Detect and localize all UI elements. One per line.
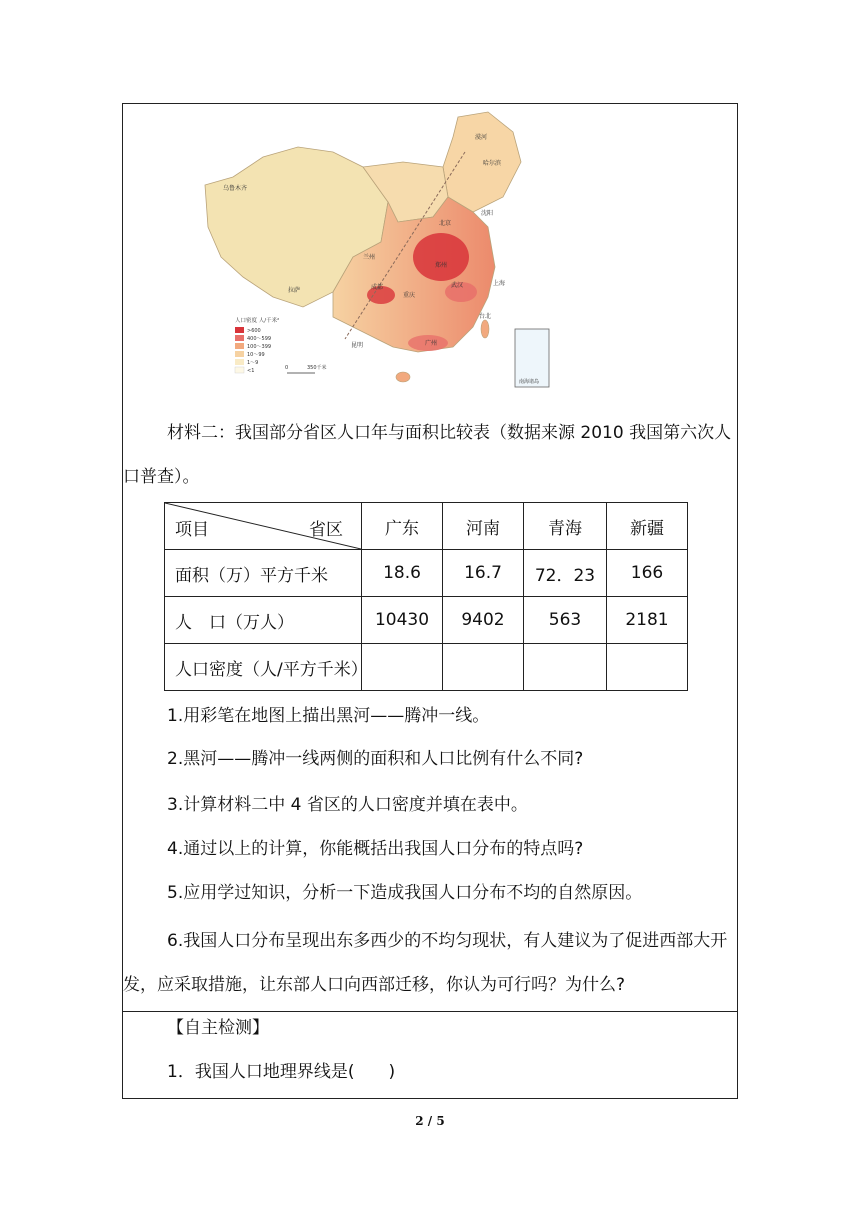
legend-title: 人口密度 人/千米² xyxy=(235,318,280,324)
table-cell: 2181 xyxy=(607,597,688,644)
question-6-line2: 发，应采取措施，让东部人口向西部迁移，你认为可行吗？为什么? xyxy=(123,975,626,995)
table-row xyxy=(165,597,688,644)
city-label: 重庆 xyxy=(403,292,416,299)
city-label: 哈尔滨 xyxy=(483,160,502,167)
table-cell[interactable] xyxy=(443,644,524,691)
table-cell: 166 xyxy=(607,550,688,597)
question-3: 3.计算材料二中 4 省区的人口密度并填在表中。 xyxy=(167,795,528,815)
scale-label: 350千米 xyxy=(307,365,327,371)
material2-line1: 材料二：我国部分省区人口年与面积比较表（数据来源 2010 我国第六次人 xyxy=(167,423,732,443)
corner-right-label: 省区 xyxy=(309,520,343,540)
province-header: 青海 xyxy=(524,503,607,550)
question-4: 4.通过以上的计算，你能概括出我国人口分布的特点吗? xyxy=(167,839,584,859)
table-cell: 18.6 xyxy=(362,550,443,597)
table-corner-cell xyxy=(165,503,362,550)
legend-swatch xyxy=(235,335,244,341)
legend-label: >600 xyxy=(247,328,261,334)
city-label: 广州 xyxy=(425,340,438,347)
province-header: 新疆 xyxy=(607,503,688,550)
city-label: 郑州 xyxy=(435,262,448,269)
province-header: 广东 xyxy=(362,503,443,550)
question-6-line1: 6.我国人口分布呈现出东多西少的不均匀现状，有人建议为了促进西部大开 xyxy=(167,931,728,951)
table-cell[interactable] xyxy=(607,644,688,691)
question-1: 1.用彩笔在地图上描出黑河——腾冲一线。 xyxy=(167,706,490,726)
city-label: 台北 xyxy=(479,313,492,320)
province-header: 河南 xyxy=(443,503,524,550)
scale-bar xyxy=(285,364,327,373)
table-cell: 10430 xyxy=(362,597,443,644)
row-label: 人口密度（人/平方千米） xyxy=(165,644,362,691)
table-header-row xyxy=(165,503,688,550)
taiwan-island xyxy=(481,320,489,338)
city-label: 拉萨 xyxy=(288,287,301,294)
scale-zero: 0 xyxy=(285,365,289,371)
city-label: 沈阳 xyxy=(481,210,494,217)
table-cell[interactable] xyxy=(524,644,607,691)
worksheet-frame xyxy=(122,103,738,1099)
province-comparison-table xyxy=(164,502,688,691)
city-label: 上海 xyxy=(493,280,506,287)
map-legend xyxy=(235,316,279,374)
city-label: 昆明 xyxy=(351,342,364,349)
city-label: 乌鲁木齐 xyxy=(223,185,248,192)
china-population-density-map xyxy=(203,107,563,390)
legend-label: 10～99 xyxy=(247,352,265,358)
legend-swatch xyxy=(235,351,244,357)
self-test-heading: 【自主检测】 xyxy=(167,1018,269,1038)
inset-label: 南海诸岛 xyxy=(519,379,540,385)
legend-label: 400～599 xyxy=(247,336,272,342)
self-test-question-1: 1．我国人口地理界线是( ) xyxy=(167,1062,396,1082)
table-cell: 563 xyxy=(524,597,607,644)
legend-label: 100～399 xyxy=(247,344,272,350)
question-5: 5.应用学过知识，分析一下造成我国人口分布不均的自然原因。 xyxy=(167,883,643,903)
legend-label: <1 xyxy=(247,368,255,374)
city-label: 兰州 xyxy=(363,254,376,261)
material2-line2: 口普查）。 xyxy=(123,467,200,487)
legend-swatch xyxy=(235,359,244,365)
table-row xyxy=(165,644,688,691)
table-row xyxy=(165,550,688,597)
question-2: 2.黑河——腾冲一线两侧的面积和人口比例有什么不同? xyxy=(167,749,584,769)
legend-label: 1～9 xyxy=(247,360,259,366)
row-label: 人 口（万人） xyxy=(165,597,362,644)
table-cell: 16.7 xyxy=(443,550,524,597)
hainan-island xyxy=(396,372,410,382)
city-label: 武汉 xyxy=(451,282,464,289)
city-label: 成都 xyxy=(371,284,384,291)
table-cell: 9402 xyxy=(443,597,524,644)
legend-swatch xyxy=(235,367,244,373)
northeast-region xyxy=(443,112,521,212)
legend-swatch xyxy=(235,327,244,333)
legend-swatch xyxy=(235,343,244,349)
corner-left-label: 项目 xyxy=(175,520,209,540)
page-number: 2 / 5 xyxy=(415,1114,445,1128)
row-label: 面积（万）平方千米 xyxy=(165,550,362,597)
table-cell: 72．23 xyxy=(524,550,607,597)
city-label: 北京 xyxy=(439,220,452,227)
north-china-plain-core xyxy=(413,233,469,281)
table-cell[interactable] xyxy=(362,644,443,691)
city-label: 漠河 xyxy=(475,134,488,141)
